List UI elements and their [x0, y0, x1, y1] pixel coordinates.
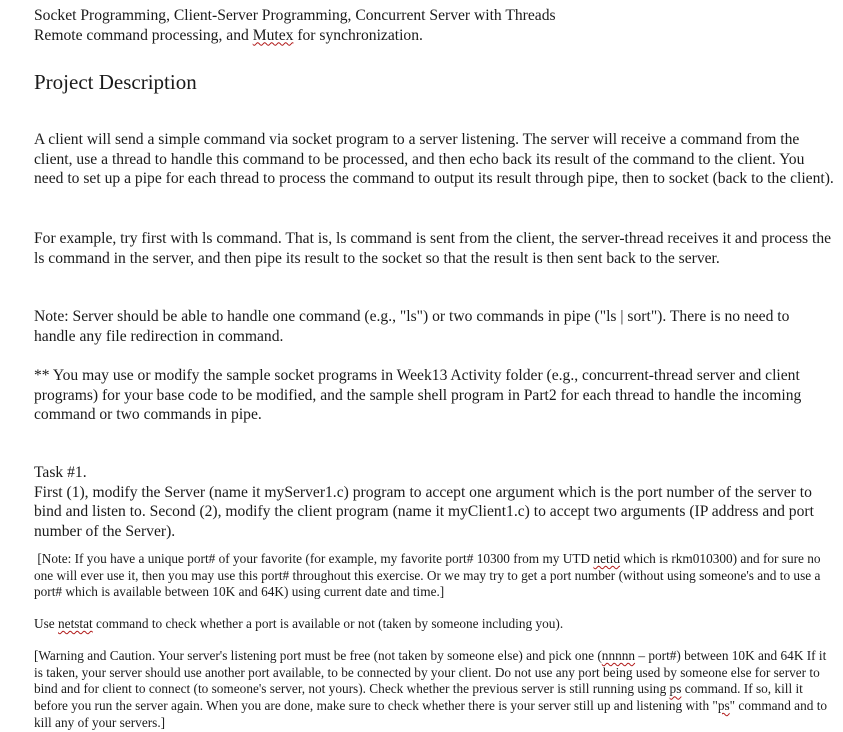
spellcheck-word-netstat: netstat	[58, 616, 93, 631]
spellcheck-word-mutex: Mutex	[252, 26, 294, 44]
paragraph-description: A client will send a simple command via socket program to a server listening. The server will receive a command from the client, use a thread to handle this command to be processed, and then echo back its result of the command to the client. You need to set up a pipe for each thread to process the command to output its result through pipe, then to socket (back to the client).	[34, 131, 834, 188]
note-text-before: [Note: If you have a unique port# of your favorite (for example, my favorite port# 10300 from my UTD	[34, 551, 594, 566]
header-line-2	[34, 26, 834, 46]
warning-part-4: " command and to kill any of your servers.]	[34, 698, 831, 730]
warning-paragraph	[34, 648, 834, 732]
use-text-after: command to check whether a port is available or not (taken by someone including you).	[92, 616, 564, 631]
task-section	[34, 463, 834, 541]
warning-part-3: command. If so, kill it before you run the server again. When you are done, make sure to check whether there is your server still up and listening with "	[34, 681, 807, 714]
header-line-2-before: Remote command processing, and	[34, 26, 253, 44]
header-line-1: Socket Programming, Client-Server Programming, Concurrent Server with Threads	[34, 7, 556, 24]
spellcheck-word-nnnnn: nnnnn	[601, 648, 636, 663]
warning-part-1: [Warning and Caution. Your server's listening port must be free (not taken by someone else) and pick one (	[34, 648, 602, 663]
warning-part-2: – port#) between 10K and 64K If it is taken, your server should use another port available, to be connected by your client. Do not use any port being used by someone else for server to bind and for client to connect (to someone's server, not yours). Check whether the previous server is still running using	[34, 648, 830, 697]
use-text-before: Use	[34, 616, 59, 631]
spellcheck-word-netid: netid	[593, 551, 621, 566]
spellcheck-word-ps-quoted: ps	[717, 698, 730, 714]
paragraph-sample-programs: ** You may use or modify the sample socket programs in Week13 Activity folder (e.g., concurrent-thread server and client programs) for your base code to be modified, and the sample shell program in Part2 for each thread to handle the incoming command or two commands in pipe.	[34, 367, 802, 424]
netstat-paragraph	[34, 616, 834, 633]
section-title: Project Description	[34, 70, 197, 94]
paragraph-note: Note: Server should be able to handle one command (e.g., "ls") or two commands in pipe ("ls | sort"). There is no need to handle any file redirection in command.	[34, 308, 790, 345]
note-port-paragraph	[34, 551, 834, 601]
task-heading: Task #1.	[34, 464, 87, 481]
note-text-after: which is rkm010300) and for sure no one will ever use it, then you may use this port# throughout this exercise. Or we may try to get a port number (without using someone's and to use a port# which is available between 10K and 64K) using current date and time.]	[34, 551, 824, 600]
header-line-2-after: for synchronization.	[293, 26, 423, 44]
spellcheck-word-ps: ps	[669, 681, 682, 697]
paragraph-example: For example, try first with ls command. That is, ls command is sent from the client, the server-thread receives it and process the ls command in the server, and then pipe its result to the socket so that the result is then sent back to the server.	[34, 230, 832, 267]
task-body: First (1), modify the Server (name it myServer1.c) program to accept one argument which is the port number of the server to bind and listen to. Second (2), modify the client program (name it myClient1.c) to accept two arguments (IP address and port number of the Server).	[34, 483, 814, 540]
document-header	[34, 6, 834, 45]
